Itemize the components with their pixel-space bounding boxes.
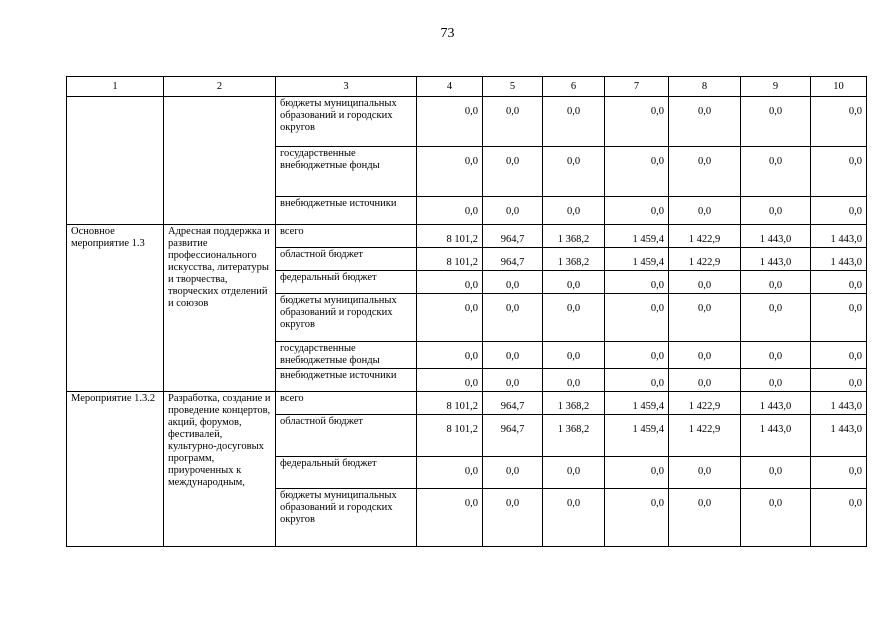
header-cell: 10 bbox=[811, 77, 867, 97]
value-cell bbox=[811, 457, 867, 489]
table-row bbox=[67, 392, 867, 415]
value-cell bbox=[417, 294, 483, 342]
value-cell bbox=[811, 248, 867, 271]
value-text: 1 422,9 bbox=[688, 424, 721, 435]
header-cell: 5 bbox=[483, 77, 543, 97]
value-cell bbox=[741, 342, 811, 369]
funding-source-cell: государственные внебюджетные фонды bbox=[276, 147, 417, 197]
value-cell bbox=[543, 392, 605, 415]
value-cell bbox=[543, 248, 605, 271]
value-cell bbox=[605, 225, 669, 248]
value-text: 0,0 bbox=[464, 466, 478, 477]
value-text: 0,0 bbox=[566, 303, 581, 314]
value-cell bbox=[543, 147, 605, 197]
value-cell bbox=[669, 147, 741, 197]
value-cell bbox=[483, 197, 543, 225]
value-text: 0,0 bbox=[505, 156, 520, 167]
funding-source-cell: всего bbox=[276, 392, 417, 415]
value-text: 0,0 bbox=[566, 498, 581, 509]
value-cell bbox=[741, 392, 811, 415]
value-text: 0,0 bbox=[650, 303, 664, 314]
value-text: 1 368,2 bbox=[557, 234, 590, 245]
value-text: 964,7 bbox=[500, 401, 525, 412]
description-cell: Адресная поддержка и развитие профессионального искусства, литературы и творчества, творческих отделений и союзов bbox=[164, 225, 276, 392]
value-text: 0,0 bbox=[697, 351, 712, 362]
value-cell bbox=[811, 147, 867, 197]
value-cell bbox=[543, 369, 605, 392]
value-cell bbox=[811, 342, 867, 369]
value-text: 0,0 bbox=[464, 378, 478, 389]
value-cell bbox=[417, 197, 483, 225]
value-cell bbox=[417, 225, 483, 248]
value-cell bbox=[741, 369, 811, 392]
description-cell: Разработка, создание и проведение концертов, акций, форумов, фестивалей, культурно-досуговых программ, приуроченных к международным, bbox=[164, 392, 276, 547]
measure-cell: Основное мероприятие 1.3 bbox=[67, 225, 164, 392]
funding-source-cell: государственные внебюджетные фонды bbox=[276, 342, 417, 369]
value-text: 1 368,2 bbox=[557, 257, 590, 268]
value-text: 0,0 bbox=[566, 156, 581, 167]
value-cell bbox=[417, 415, 483, 457]
value-cell bbox=[417, 489, 483, 547]
header-cell: 3 bbox=[276, 77, 417, 97]
value-text: 0,0 bbox=[650, 280, 664, 291]
value-cell bbox=[543, 225, 605, 248]
value-text: 964,7 bbox=[500, 234, 525, 245]
header-cell: 4 bbox=[417, 77, 483, 97]
value-text: 0,0 bbox=[848, 303, 862, 314]
value-text: 8 101,2 bbox=[446, 257, 478, 268]
value-cell bbox=[669, 271, 741, 294]
value-cell bbox=[605, 342, 669, 369]
value-text: 0,0 bbox=[848, 378, 862, 389]
value-text: 1 443,0 bbox=[830, 424, 862, 435]
value-cell bbox=[669, 369, 741, 392]
table-row bbox=[67, 225, 867, 248]
value-cell bbox=[417, 342, 483, 369]
value-text: 0,0 bbox=[505, 498, 520, 509]
value-text: 1 422,9 bbox=[688, 234, 721, 245]
value-text: 1 443,0 bbox=[759, 257, 792, 268]
value-text: 0,0 bbox=[464, 156, 478, 167]
value-text: 964,7 bbox=[500, 257, 525, 268]
value-text: 0,0 bbox=[848, 106, 862, 117]
value-text: 0,0 bbox=[464, 351, 478, 362]
value-text: 0,0 bbox=[505, 303, 520, 314]
value-text: 1 443,0 bbox=[759, 424, 792, 435]
value-cell bbox=[741, 147, 811, 197]
header-cell: 6 bbox=[543, 77, 605, 97]
value-cell bbox=[741, 271, 811, 294]
funding-source-cell: бюджеты муниципальных образований и городских округов bbox=[276, 97, 417, 147]
value-text: 0,0 bbox=[505, 378, 520, 389]
value-text: 8 101,2 bbox=[446, 401, 478, 412]
value-cell bbox=[483, 369, 543, 392]
value-cell bbox=[741, 457, 811, 489]
value-cell bbox=[543, 197, 605, 225]
value-cell bbox=[483, 489, 543, 547]
value-cell bbox=[605, 147, 669, 197]
value-cell bbox=[483, 248, 543, 271]
value-text: 0,0 bbox=[464, 498, 478, 509]
value-text: 964,7 bbox=[500, 424, 525, 435]
value-text: 0,0 bbox=[697, 106, 712, 117]
value-text: 0,0 bbox=[650, 378, 664, 389]
description-cell bbox=[164, 97, 276, 225]
header-cell: 2 bbox=[164, 77, 276, 97]
funding-source-cell: областной бюджет bbox=[276, 248, 417, 271]
table-row bbox=[67, 97, 867, 147]
budget-table bbox=[66, 76, 867, 547]
value-text: 0,0 bbox=[768, 466, 783, 477]
value-text: 0,0 bbox=[566, 351, 581, 362]
value-cell bbox=[741, 97, 811, 147]
value-text: 1 443,0 bbox=[759, 401, 792, 412]
value-cell bbox=[417, 457, 483, 489]
value-cell bbox=[811, 489, 867, 547]
value-cell bbox=[669, 457, 741, 489]
value-text: 0,0 bbox=[650, 351, 664, 362]
value-text: 0,0 bbox=[697, 498, 712, 509]
value-cell bbox=[417, 392, 483, 415]
measure-cell bbox=[67, 97, 164, 225]
value-cell bbox=[543, 271, 605, 294]
value-cell bbox=[605, 271, 669, 294]
value-text: 0,0 bbox=[768, 280, 783, 291]
value-cell bbox=[811, 271, 867, 294]
value-text: 1 368,2 bbox=[557, 401, 590, 412]
value-cell bbox=[543, 342, 605, 369]
value-cell bbox=[669, 489, 741, 547]
value-cell bbox=[543, 97, 605, 147]
value-cell bbox=[417, 147, 483, 197]
value-cell bbox=[483, 294, 543, 342]
value-text: 0,0 bbox=[505, 466, 520, 477]
funding-source-cell: внебюджетные источники bbox=[276, 369, 417, 392]
value-text: 0,0 bbox=[768, 156, 783, 167]
funding-source-cell: областной бюджет bbox=[276, 415, 417, 457]
value-text: 1 422,9 bbox=[688, 401, 721, 412]
value-cell bbox=[741, 489, 811, 547]
value-text: 0,0 bbox=[650, 466, 664, 477]
value-text: 1 459,4 bbox=[632, 234, 664, 245]
value-text: 1 443,0 bbox=[830, 401, 862, 412]
value-text: 0,0 bbox=[697, 280, 712, 291]
value-cell bbox=[417, 248, 483, 271]
value-cell bbox=[483, 97, 543, 147]
value-cell bbox=[811, 197, 867, 225]
value-cell bbox=[483, 225, 543, 248]
header-cell: 9 bbox=[741, 77, 811, 97]
value-cell bbox=[605, 369, 669, 392]
value-cell bbox=[605, 457, 669, 489]
value-text: 0,0 bbox=[464, 206, 478, 217]
value-text: 1 443,0 bbox=[830, 234, 862, 245]
value-cell bbox=[483, 392, 543, 415]
value-cell bbox=[811, 225, 867, 248]
value-cell bbox=[483, 271, 543, 294]
value-text: 1 459,4 bbox=[632, 424, 664, 435]
value-cell bbox=[669, 392, 741, 415]
value-text: 0,0 bbox=[650, 156, 664, 167]
value-text: 0,0 bbox=[650, 206, 664, 217]
value-cell bbox=[811, 369, 867, 392]
value-cell bbox=[605, 248, 669, 271]
value-cell bbox=[605, 415, 669, 457]
value-text: 0,0 bbox=[505, 206, 520, 217]
value-cell bbox=[741, 225, 811, 248]
value-cell bbox=[543, 489, 605, 547]
value-text: 0,0 bbox=[697, 206, 712, 217]
value-text: 0,0 bbox=[848, 351, 862, 362]
value-text: 0,0 bbox=[848, 206, 862, 217]
table-body bbox=[67, 77, 867, 547]
value-text: 0,0 bbox=[464, 303, 478, 314]
value-text: 8 101,2 bbox=[446, 234, 478, 245]
value-text: 1 459,4 bbox=[632, 257, 664, 268]
value-text: 8 101,2 bbox=[446, 424, 478, 435]
value-cell bbox=[669, 248, 741, 271]
value-text: 0,0 bbox=[697, 466, 712, 477]
value-cell bbox=[811, 294, 867, 342]
value-cell bbox=[669, 415, 741, 457]
value-cell bbox=[669, 225, 741, 248]
value-text: 0,0 bbox=[566, 106, 581, 117]
value-cell bbox=[483, 147, 543, 197]
value-cell bbox=[741, 248, 811, 271]
value-cell bbox=[483, 457, 543, 489]
funding-source-cell: федеральный бюджет bbox=[276, 271, 417, 294]
value-text: 0,0 bbox=[768, 498, 783, 509]
header-cell: 1 bbox=[67, 77, 164, 97]
value-text: 0,0 bbox=[650, 106, 664, 117]
value-text: 0,0 bbox=[697, 378, 712, 389]
value-cell bbox=[543, 294, 605, 342]
value-cell bbox=[605, 294, 669, 342]
value-cell bbox=[669, 197, 741, 225]
value-text: 0,0 bbox=[566, 466, 581, 477]
value-text: 0,0 bbox=[566, 378, 581, 389]
value-cell bbox=[741, 415, 811, 457]
value-cell bbox=[811, 415, 867, 457]
value-text: 0,0 bbox=[768, 106, 783, 117]
value-text: 0,0 bbox=[848, 498, 862, 509]
value-cell bbox=[605, 392, 669, 415]
measure-cell: Мероприятие 1.3.2 bbox=[67, 392, 164, 547]
value-cell bbox=[417, 97, 483, 147]
value-text: 0,0 bbox=[697, 303, 712, 314]
value-cell bbox=[605, 489, 669, 547]
page-number: 73 bbox=[440, 26, 455, 41]
funding-source-cell: бюджеты муниципальных образований и городских округов bbox=[276, 294, 417, 342]
funding-source-cell: бюджеты муниципальных образований и городских округов bbox=[276, 489, 417, 547]
value-text: 1 422,9 bbox=[688, 257, 721, 268]
funding-source-cell: всего bbox=[276, 225, 417, 248]
value-text: 0,0 bbox=[768, 206, 783, 217]
value-text: 0,0 bbox=[848, 466, 862, 477]
header-row bbox=[67, 77, 867, 97]
value-cell bbox=[605, 197, 669, 225]
value-text: 0,0 bbox=[464, 106, 478, 117]
value-text: 0,0 bbox=[848, 156, 862, 167]
value-text: 0,0 bbox=[768, 303, 783, 314]
value-cell bbox=[483, 342, 543, 369]
value-text: 1 368,2 bbox=[557, 424, 590, 435]
value-text: 1 459,4 bbox=[632, 401, 664, 412]
value-cell bbox=[543, 457, 605, 489]
value-cell bbox=[811, 97, 867, 147]
header-cell: 8 bbox=[669, 77, 741, 97]
value-text: 0,0 bbox=[505, 280, 520, 291]
value-cell bbox=[811, 392, 867, 415]
value-text: 0,0 bbox=[566, 206, 581, 217]
value-cell bbox=[417, 369, 483, 392]
value-cell bbox=[669, 97, 741, 147]
value-text: 0,0 bbox=[464, 280, 478, 291]
value-text: 0,0 bbox=[848, 280, 862, 291]
header-cell: 7 bbox=[605, 77, 669, 97]
value-text: 0,0 bbox=[650, 498, 664, 509]
value-cell bbox=[669, 342, 741, 369]
value-cell bbox=[669, 294, 741, 342]
value-text: 0,0 bbox=[697, 156, 712, 167]
value-text: 0,0 bbox=[505, 106, 520, 117]
value-text: 1 443,0 bbox=[759, 234, 792, 245]
value-text: 1 443,0 bbox=[830, 257, 862, 268]
funding-source-cell: внебюджетные источники bbox=[276, 197, 417, 225]
value-text: 0,0 bbox=[505, 351, 520, 362]
value-text: 0,0 bbox=[768, 351, 783, 362]
value-cell bbox=[741, 294, 811, 342]
value-text: 0,0 bbox=[566, 280, 581, 291]
value-cell bbox=[605, 97, 669, 147]
funding-source-cell: федеральный бюджет bbox=[276, 457, 417, 489]
value-cell bbox=[741, 197, 811, 225]
value-cell bbox=[417, 271, 483, 294]
value-text: 0,0 bbox=[768, 378, 783, 389]
value-cell bbox=[543, 415, 605, 457]
value-cell bbox=[483, 415, 543, 457]
